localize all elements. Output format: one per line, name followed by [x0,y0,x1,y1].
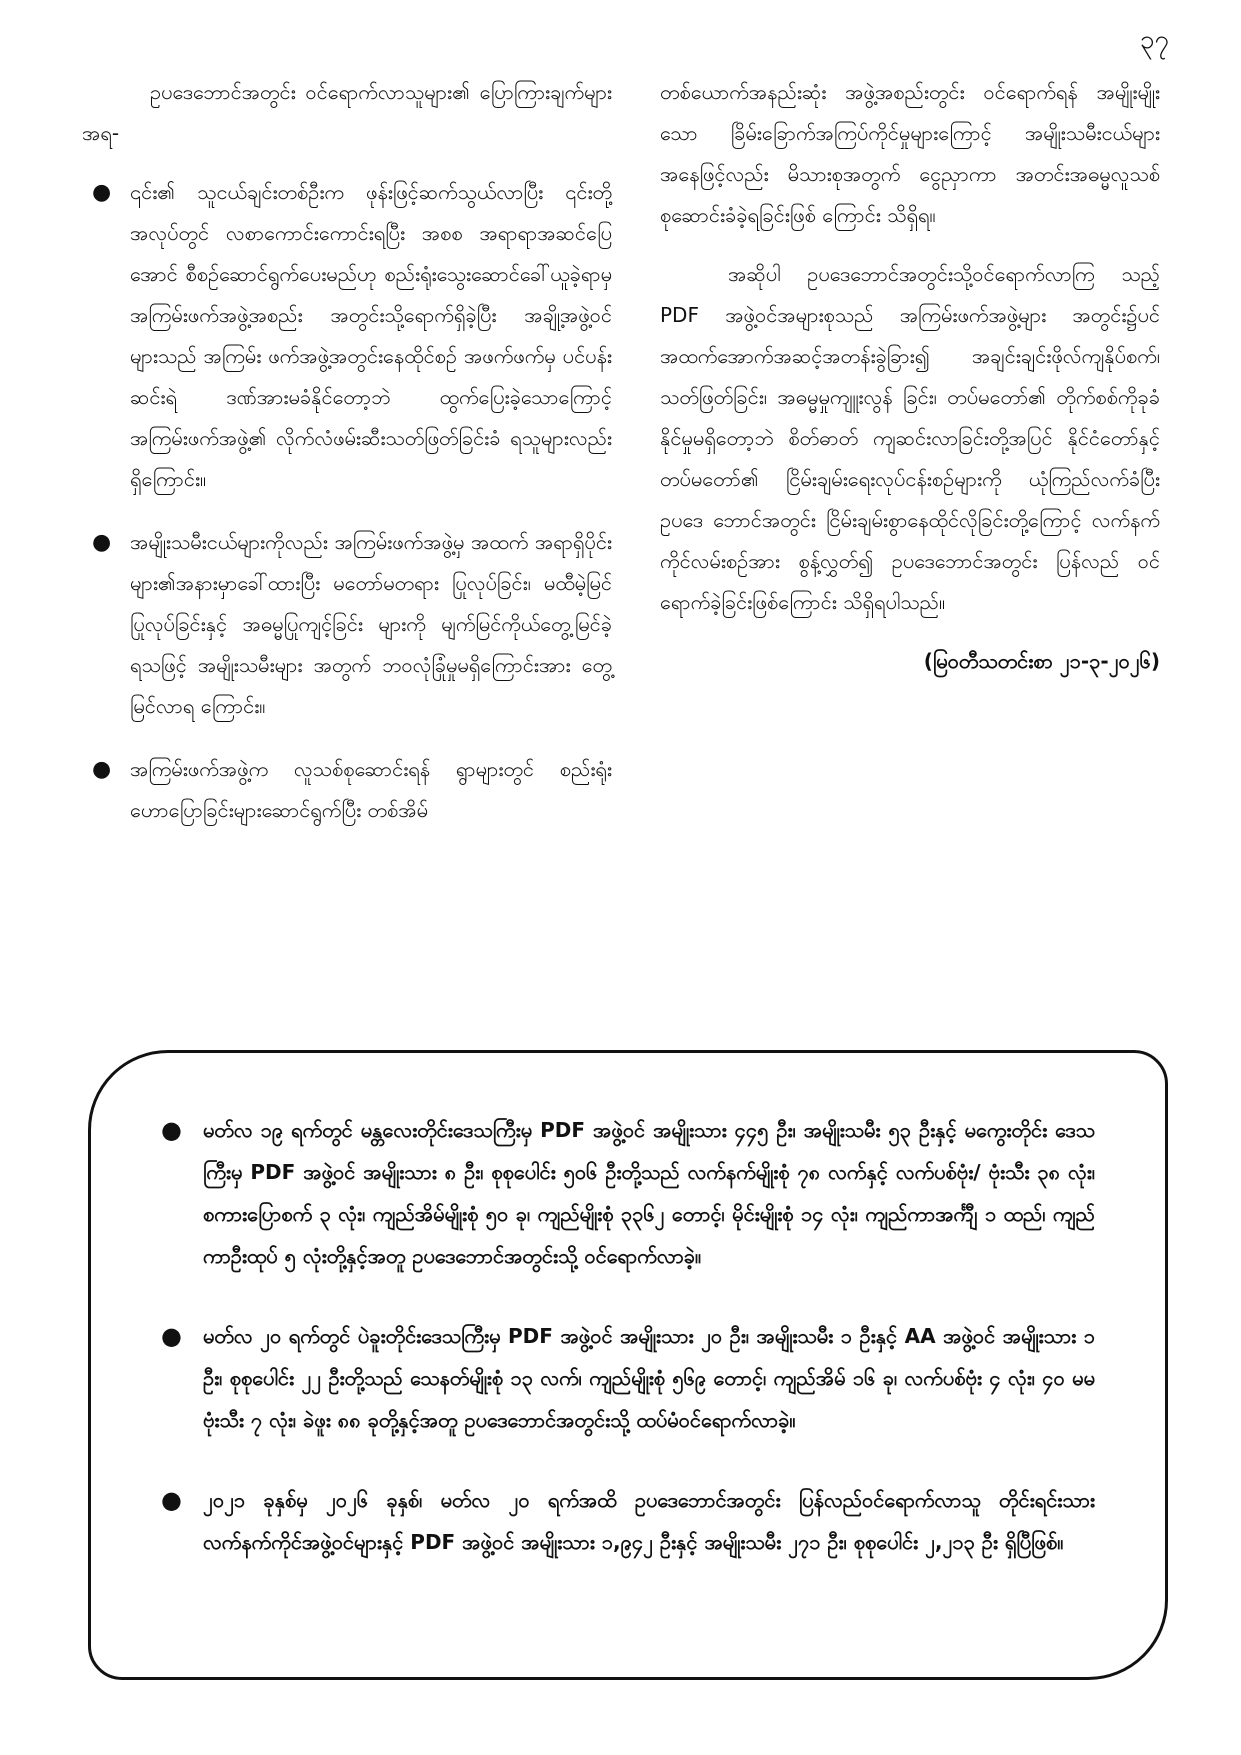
summary-item-text: မတ်လ ၁၉ ရက်တွင် မန္တလေးတိုင်းဒေသကြီးမှ PDF အဖွဲ့ဝင် အမျိုးသား ၄၄၅ ဦး၊ အမျိုးသမီး ၅၃ ဦးနှင့် မကွေးတိုင်း ဒေသကြီးမှ PDF အဖွဲ့ဝင် အမျိုးသား ၈ ဦး၊ စုစုပေါင်း ၅၀၆ ဦးတို့သည် လက်နက်မျိုးစုံ ၇၈ လက်နှင့် လက်ပစ်ဗုံး/ ဗုံးသီး ၃၈ လုံး၊ စကားပြောစက် ၃ လုံး၊ ကျည်အိမ်မျိုးစုံ ၅၀ ခု၊ ကျည်မျိုးစုံ ၃၃၆၂ တောင့်၊ မိုင်းမျိုးစုံ ၁၄ လုံး၊ ကျည်ကာအင်္ကျီ ၁ ထည်၊ ကျည်ကာဦးထုပ် ၅ လုံးတို့နှင့်အတူ ဥပဒေဘောင်အတွင်းသို့ ဝင်ရောက်လာခဲ့။ [203,1118,1095,1268]
list-item [82,172,612,500]
summary-item-text: ၂၀၂၁ ခုနှစ်မှ ၂၀၂၆ ခုနှစ်၊ မတ်လ ၂၀ ရက်အထိ ဥပဒေဘောင်အတွင်း ပြန်လည်ဝင်ရောက်လာသူ တိုင်းရင်းသား လက်နက်ကိုင်အဖွဲ့ဝင်များနှင့် PDF အဖွဲ့ဝင် အမျိုးသား ၁,၉၄၂ ဦးနှင့် အမျိုးသမီး ၂၇၁ ဦး၊ စုစုပေါင်း ၂,၂၁၃ ဦး ရှိပြီဖြစ်။ [203,1488,1095,1554]
body-paragraph: အဆိုပါ ဥပဒေဘောင်အတွင်းသို့ဝင်ရောက်လာကြ သည့် PDF အဖွဲ့ဝင်အများစုသည် အကြမ်းဖက်အဖွဲ့များ အတွင်း၌ပင် အထက်အောက်အဆင့်အတန်းခွဲခြား၍ အချင်းချင်းဖိုလ်ကျနိုပ်စက်၊ သတ်ဖြတ်ခြင်း၊ အဓမ္မမှုကျူးလွန် ခြင်း၊ တပ်မတော်၏ တိုက်စစ်ကိုခုခံနိုင်မှုမရှိတော့ဘဲ စိတ်ဓာတ် ကျဆင်းလာခြင်းတို့အပြင် နိုင်ငံတော်နှင့်တပ်မတော်၏ ငြိမ်းချမ်းရေးလုပ်ငန်းစဉ်များကို ယုံကြည်လက်ခံပြီး ဥပဒေ ဘောင်အတွင်း ငြိမ်းချမ်းစွာနေထိုင်လိုခြင်းတို့ကြောင့် လက်နက် ကိုင်လမ်းစဉ်အား စွန့်လွှတ်၍ ဥပဒေဘောင်အတွင်း ပြန်လည် ဝင်ရောက်ခဲ့ခြင်းဖြစ်ကြောင်း သိရှိရပါသည်။ [660,262,1160,614]
summary-list [161,1109,1095,1563]
summary-box [88,1050,1168,1680]
page-number: ၃၇ [1139,25,1169,55]
statement-list [82,172,612,831]
intro-paragraph: ဥပဒေဘောင်အတွင်း ဝင်ရောက်လာသူများ၏ ပြောကြားချက်များအရ- [82,80,612,145]
summary-item [161,1315,1095,1441]
bullet-icon: ● [92,180,112,205]
list-item-text: ၎င်း၏ သူငယ်ချင်းတစ်ဦးက ဖုန်းဖြင့်ဆက်သွယ်လာပြီး ၎င်းတို့အလုပ်တွင် လစာကောင်းကောင်းရပြီး အစစ အရာရာအဆင်ပြေအောင် စီစဉ်ဆောင်ရွက်ပေးမည်ဟု စည်းရုံးသွေးဆောင်ခေါ်ယူခဲ့ရာမှ အကြမ်းဖက်အဖွဲ့အစည်း အတွင်းသို့ရောက်ရှိခဲ့ပြီး အချို့အဖွဲ့ဝင်များသည် အကြမ်း ဖက်အဖွဲ့အတွင်းနေထိုင်စဉ် အဖက်ဖက်မှ ပင်ပန်းဆင်းရဲ ဒဏ်အားမခံနိုင်တော့ဘဲ ထွက်ပြေးခဲ့သောကြောင့် အကြမ်းဖက်အဖွဲ့၏ လိုက်လံဖမ်းဆီးသတ်ဖြတ်ခြင်းခံ ရသူများလည်းရှိကြောင်း။ [130,180,612,491]
left-column [82,72,612,853]
source-citation: (မြဝတီသတင်းစာ ၂၁-၃-၂၀၂၆) [923,649,1160,673]
summary-item [161,1109,1095,1277]
list-item-text: အမျိုးသမီးငယ်များကိုလည်း အကြမ်းဖက်အဖွဲ့မှ အထက် အရာရှိပိုင်းများ၏အနားမှာခေါ်ထားပြီး မတော်မတရား ပြုလုပ်ခြင်း၊ မထီမဲ့မြင်ပြုလုပ်ခြင်းနှင့် အဓမ္မပြုကျင့်ခြင်း များကို မျက်မြင်ကိုယ်တွေ့မြင်ခဲ့ရသဖြင့် အမျိုးသမီးများ အတွက် ဘဝလုံခြုံမှုမရှိကြောင်းအား တွေ့မြင်လာရ ကြောင်း။ [130,530,612,718]
continuation-paragraph: တစ်ယောက်အနည်းဆုံး အဖွဲ့အစည်းတွင်း ဝင်ရောက်ရန် အမျိုးမျိုးသော ခြိမ်းခြောက်အကြပ်ကိုင်မှုများကြောင့် အမျိုးသမီးငယ်များအနေဖြင့်လည်း မိသားစုအတွက် ငွေညှာကာ အတင်းအဓမ္မလူသစ်စုဆောင်းခံခဲ့ရခြင်းဖြစ် ကြောင်း သိရှိရ။ [660,80,1160,227]
list-item [82,522,612,727]
bullet-icon: ● [92,757,112,782]
summary-item-text: မတ်လ ၂၀ ရက်တွင် ပဲခူးတိုင်းဒေသကြီးမှ PDF အဖွဲ့ဝင် အမျိုးသား ၂၀ ဦး၊ အမျိုးသမီး ၁ ဦးနှင့် AA အဖွဲ့ဝင် အမျိုးသား ၁ ဦး၊ စုစုပေါင်း ၂၂ ဦးတို့သည် သေနတ်မျိုးစုံ ၁၃ လက်၊ ကျည်မျိုးစုံ ၅၆၉ တောင့်၊ ကျည်အိမ် ၁၆ ခု၊ လက်ပစ်ဗုံး ၄ လုံး၊ ၄၀ မမဗုံးသီး ၇ လုံး၊ ခဲဖူး ၈၈ ခုတို့နှင့်အတူ ဥပဒေဘောင်အတွင်းသို့ ထပ်မံဝင်ရောက်လာခဲ့။ [203,1324,1095,1432]
list-item [82,749,612,831]
right-column [660,72,1160,682]
bullet-icon: ● [92,530,112,555]
bullet-icon: ● [161,1116,182,1144]
summary-item [161,1479,1095,1563]
bullet-icon: ● [161,1486,182,1514]
list-item-text: အကြမ်းဖက်အဖွဲ့က လူသစ်စုဆောင်းရန် ရွာများတွင် စည်းရုံးဟောပြောခြင်းများဆောင်ရွက်ပြီး တစ်အိမ် [130,757,612,822]
bullet-icon: ● [161,1322,182,1350]
